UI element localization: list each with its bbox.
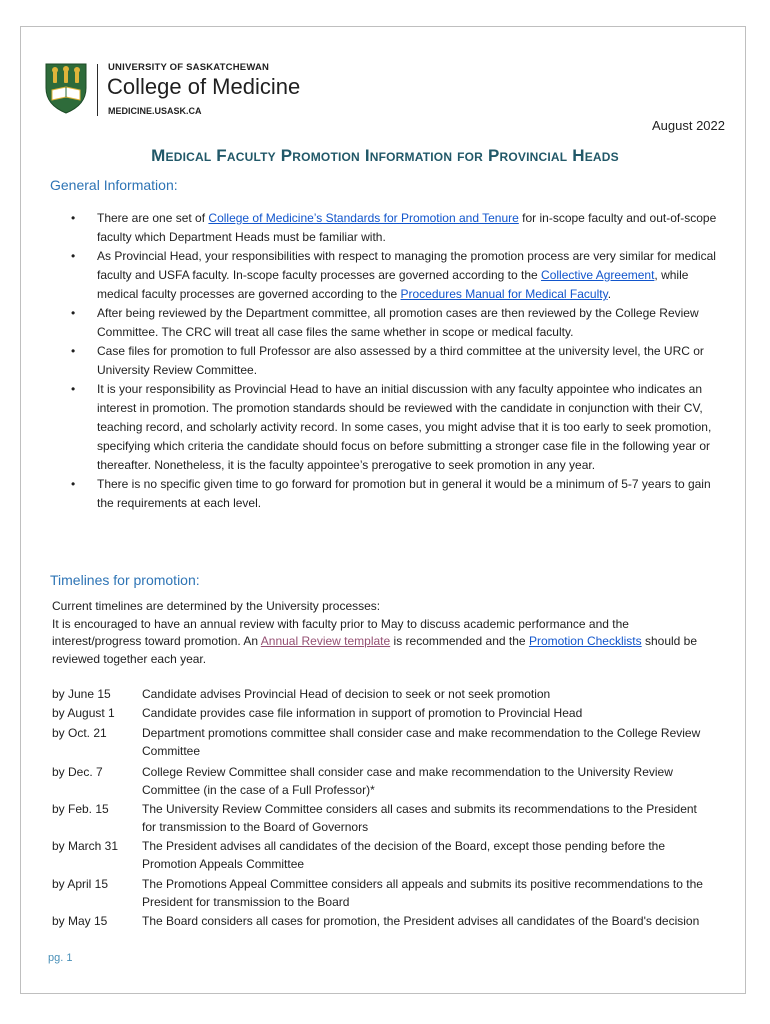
procedures-manual-link[interactable]: Procedures Manual for Medical Faculty xyxy=(400,287,608,301)
bullet-icon: • xyxy=(71,249,76,263)
list-item xyxy=(68,475,718,513)
intro-text: It is encouraged to have an annual review with faculty prior to May to discuss academic performance and the interest/progress toward promotion. An xyxy=(52,616,629,648)
list-item-text: Case files for promotion to full Professor are also assessed by a third committee at the university level, the URC or University Review Committee. xyxy=(97,344,704,377)
list-item xyxy=(68,247,718,304)
bullet-icon: • xyxy=(71,477,76,491)
college-name: College of Medicine xyxy=(107,74,301,99)
timelines-intro-paragraph xyxy=(52,616,712,669)
timeline-row xyxy=(52,763,712,799)
website-url: MEDICINE.USASK.CA xyxy=(108,106,202,116)
timeline-row xyxy=(52,875,712,911)
list-item xyxy=(68,209,718,247)
list-item xyxy=(68,342,718,380)
timeline-description: Candidate advises Provincial Head of decision to seek or not seek promotion xyxy=(142,687,551,701)
timeline-description: The Board considers all cases for promotion, the President advises all candidates of the Board's decision xyxy=(142,914,700,928)
list-item-text: After being reviewed by the Department committee, all promotion cases are then reviewed by the College Review Committee. The CRC will treat all case files the same whether in scope or medical faculty. xyxy=(97,306,699,339)
list-item-text: , while medical faculty processes are governed according to the xyxy=(97,268,689,301)
timeline-row xyxy=(52,837,712,873)
list-item xyxy=(68,380,718,475)
standards-promotion-tenure-link[interactable]: College of Medicine’s Standards for Promotion and Tenure xyxy=(208,211,519,225)
timeline-date: by August 1 xyxy=(52,706,115,720)
bullet-icon: • xyxy=(71,306,76,320)
logo-divider xyxy=(97,64,98,116)
annual-review-template-link[interactable]: Annual Review template xyxy=(260,634,391,648)
timelines-intro-line: Current timelines are determined by the University processes: xyxy=(52,599,381,613)
intro-text: should be reviewed together each year. xyxy=(52,634,698,666)
timeline-date: by Dec. 7 xyxy=(52,765,103,779)
general-information-list xyxy=(68,209,718,513)
timeline-row xyxy=(52,704,712,722)
university-name: UNIVERSITY OF SASKATCHEWAN xyxy=(108,62,270,73)
timeline-row xyxy=(52,724,712,760)
timeline-date: by May 15 xyxy=(52,914,108,928)
promotion-checklists-link[interactable]: Promotion Checklists xyxy=(528,634,642,648)
bullet-icon: • xyxy=(71,211,76,225)
intro-text: is recommended and the xyxy=(390,634,529,648)
timelines-heading: Timelines for promotion: xyxy=(50,572,200,588)
timeline-row xyxy=(52,685,712,703)
list-item-text: . xyxy=(607,287,612,301)
list-item-text: There are one set of xyxy=(97,211,209,225)
bullet-icon: • xyxy=(71,344,76,358)
timeline-description: Department promotions committee shall consider case and make recommendation to the College Review Committee xyxy=(142,726,701,758)
timeline-description: The Promotions Appeal Committee considers all appeals and submits its positive recommendations to the President for transmission to the Board xyxy=(142,877,703,909)
list-item-text: It is your responsibility as Provincial Head to have an initial discussion with any faculty appointee who indicates an interest in promotion. The promotion standards should be reviewed with the candidate in conjunction with their CV, teaching record, and scholarly activity record. In some cases, you might advise that it is too early to seek promotion, specifying which criteria the candidate should focus on before submitting a stronger case file in the following year or thereafter. Nonetheless, it is the faculty appointee’s prerogative to seek promotion in any year. xyxy=(97,382,712,472)
collective-agreement-link[interactable]: Collective Agreement xyxy=(541,268,655,282)
timeline-description: College Review Committee shall consider case and make recommendation to the University Review Committee (in the case of a Full Professor)* xyxy=(142,765,673,797)
timeline-date: by Oct. 21 xyxy=(52,726,107,740)
document-title: Medical Faculty Promotion Information for Provincial Heads xyxy=(151,146,619,165)
timeline-description: The University Review Committee considers all cases and submits its recommendations to the President for transmission to the Board of Governors xyxy=(142,802,697,834)
timeline-date: by March 31 xyxy=(52,839,119,853)
page-number: pg. 1 xyxy=(48,952,73,964)
timeline-date: by Feb. 15 xyxy=(52,802,109,816)
list-item-text: As Provincial Head, your responsibilities with respect to managing the promotion process are very similar for medical faculty and USFA faculty. In-scope faculty processes are governed according to the xyxy=(97,249,716,282)
bullet-icon: • xyxy=(71,382,76,396)
timeline-row xyxy=(52,912,712,930)
timeline-description: The President advises all candidates of the decision of the Board, except those pending before the Promotion Appeals Committee xyxy=(142,839,666,871)
timelines-intro xyxy=(52,598,712,668)
list-item-text: for in-scope faculty and out-of-scope faculty which Department Heads must be familiar with. xyxy=(97,211,717,244)
timeline-date: by June 15 xyxy=(52,687,111,701)
timeline-description: Candidate provides case file information in support of promotion to Provincial Head xyxy=(142,706,583,720)
timeline-date: by April 15 xyxy=(52,877,109,891)
list-item xyxy=(68,304,718,342)
university-shield-logo xyxy=(44,62,88,114)
list-item-text: There is no specific given time to go forward for promotion but in general it would be a minimum of 5-7 years to gain the requirements at each level. xyxy=(97,477,711,510)
timeline-row xyxy=(52,800,712,836)
general-information-heading: General Information: xyxy=(50,177,178,193)
document-date: August 2022 xyxy=(651,118,725,133)
